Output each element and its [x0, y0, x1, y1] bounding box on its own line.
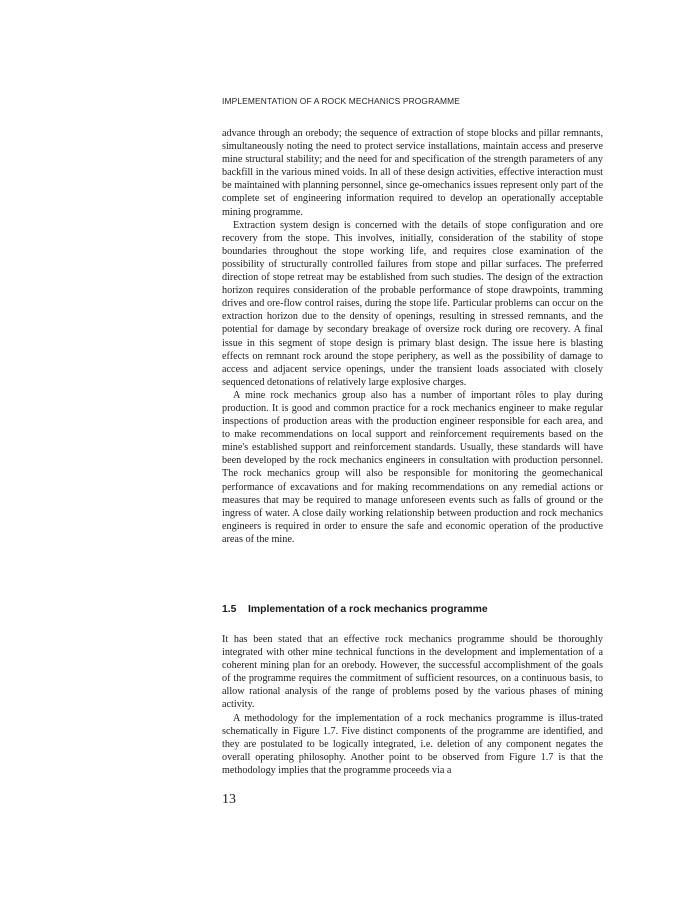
section-heading	[222, 604, 603, 615]
section-1-5	[222, 604, 603, 777]
body-text	[222, 127, 603, 546]
section-number: 1.5	[222, 604, 237, 615]
section-title: Implementation of a rock mechanics programme	[248, 604, 488, 615]
paragraph: Extraction system design is concerned with the details of stope configuration and ore recovery from the stope. This involves, initially, consideration of the stability of stope boundaries throughout the stope working life, and requires close examination of the possibility of structurally controlled failures from stope and pillar surfaces. The preferred direction of stope retreat may be established from such studies. The design of the extraction horizon requires consideration of the probable performance of stope drawpoints, tramming drives and ore-flow control raises, during the stope life. Particular problems can occur on the extraction horizon due to the density of openings, resulting in stressed remnants, and the potential for damage by secondary breakage of oversize rock during ore recovery. A final issue in this segment of stope design is primary blast design. The issue here is blasting effects on remnant rock around the stope periphery, as well as the possibility of damage to access and adjacent service openings, under the transient loads associated with closely sequenced detonations of relatively large explosive charges.	[222, 219, 603, 388]
paragraph: It has been stated that an effective rock mechanics programme should be thoroughly integrated with other mine technical functions in the development and implementation of a coherent mining plan for an orebody. However, the successful accomplishment of the goals of the programme requires the commitment of sufficient resources, on a continuous basis, to allow rational analysis of the range of problems posed by the various phases of mining activity.	[222, 634, 603, 711]
paragraph: A methodology for the implementation of a rock mechanics programme is illus-trated schematically in Figure 1.7. Five distinct components of the programme are identified, and they are postulated to be logically integrated, i.e. deletion of any component negates the overall operating philosophy. Another point to be observed from Figure 1.7 is that the methodology implies that the programme proceeds via a	[222, 712, 603, 776]
running-head: IMPLEMENTATION OF A ROCK MECHANICS PROGRAMME	[222, 96, 461, 106]
paragraph: advance through an orebody; the sequence of extraction of stope blocks and pillar remnants, simultaneously noting the need to protect service installations, maintain access and preserve mine structural stability; and the need for and specification of the strength parameters of any backfill in the various mined voids. In all of these design activities, effective interaction must be maintained with planning personnel, since ge-omechanics issues represent only part of the complete set of engineering information required to develop an operationally acceptable mining programme.	[222, 128, 603, 218]
paragraph: A mine rock mechanics group also has a number of important rôles to play during production. It is good and common practice for a rock mechanics engineer to make regular inspections of production areas with the production engineer responsible for each area, and to make recommendations on local support and reinforcement requirements based on the mine's established support and reinforcement standards. Usually, these standards will have been developed by the rock mechanics engineers in consultation with production personnel. The rock mechanics group will also be responsible for monitoring the geomechanical performance of excavations and for making recommendations on any remedial actions or measures that may be required to manage unforeseen events such as falls of ground or the ingress of water. A close daily working relationship between production and rock mechanics engineers is required in order to ensure the safe and economic operation of the productive areas of the mine.	[222, 389, 603, 545]
page-number: 13	[222, 792, 236, 807]
